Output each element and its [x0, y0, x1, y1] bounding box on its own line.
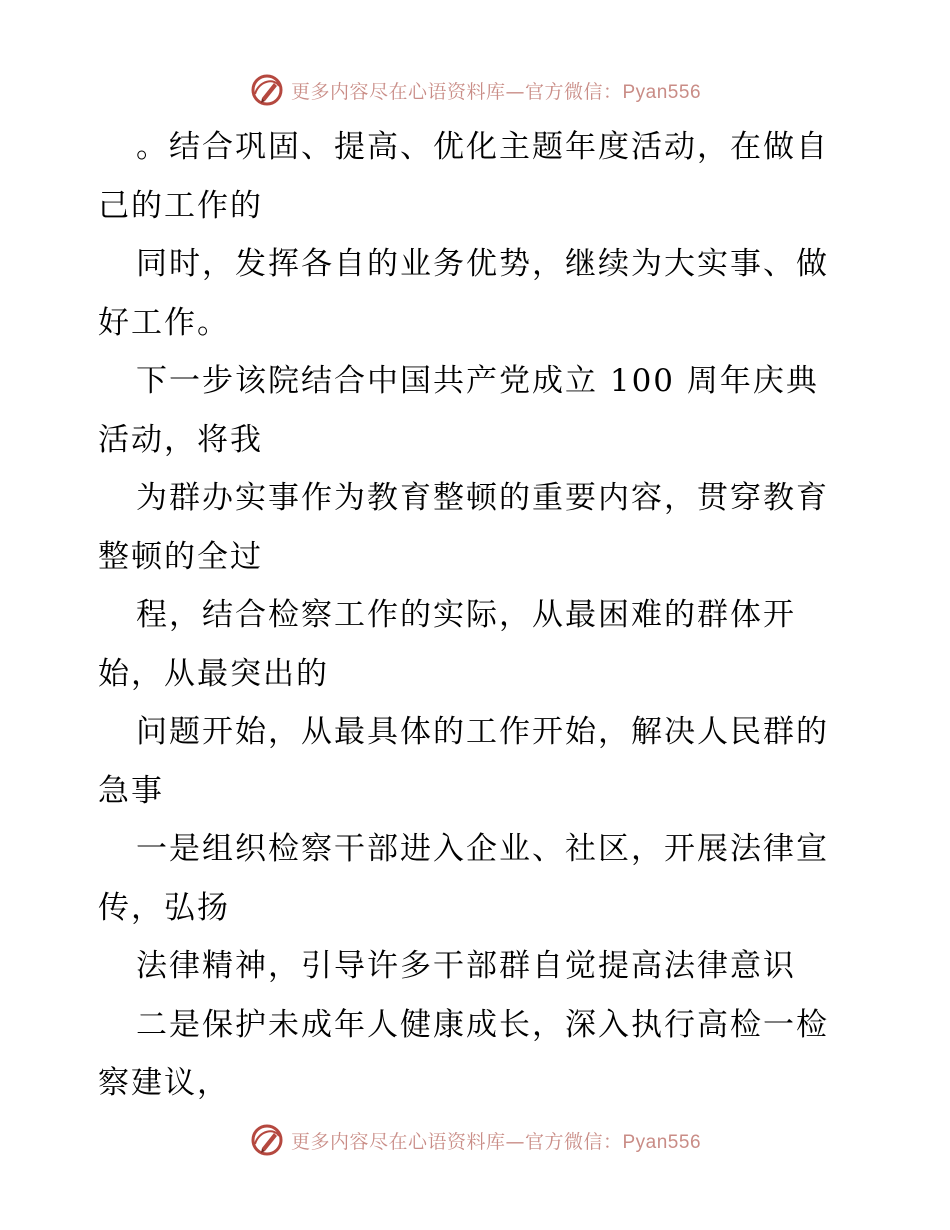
body-line: 一是组织检察干部进入企业、社区，开展法律宣 — [136, 831, 829, 867]
watermark-wechat-id: Pyan556 — [622, 81, 702, 103]
body-line: 问题开始，从最具体的工作开始，解决人民群的 — [136, 714, 829, 750]
pen-logo-icon — [249, 1122, 285, 1158]
watermark-wechat-id: Pyan556 — [622, 1131, 702, 1153]
body-line: 己的工作的 — [98, 187, 263, 224]
header-watermark — [0, 70, 950, 110]
body-line: 急事 — [98, 772, 164, 809]
watermark-wechat-label: 官方微信： — [524, 80, 623, 103]
watermark-dash: — — [505, 1130, 525, 1153]
pen-logo-icon — [249, 72, 285, 108]
body-line: 活动，将我 — [98, 421, 263, 458]
body-line: 同时，发挥各自的业务优势，继续为大实事、做 — [136, 246, 829, 282]
watermark-site-text: 更多内容尽在心语资料库 — [290, 80, 506, 103]
body-line: 二是保护未成年人健康成长，深入执行高检一检 — [136, 1006, 829, 1043]
watermark-text — [291, 1127, 701, 1154]
body-line: 法律精神，引导许多干部群自觉提高法律意识 — [136, 948, 796, 984]
watermark-dash: — — [505, 80, 525, 103]
body-line: 始，从最突出的 — [98, 655, 329, 692]
document-body — [98, 118, 858, 1113]
watermark-site-text: 更多内容尽在心语资料库 — [290, 1130, 506, 1153]
body-line: 程，结合检察工作的实际，从最困难的群体开 — [136, 597, 796, 633]
body-line: 传，弘扬 — [98, 889, 230, 926]
body-line: 下一步该院结合中国共产党成立 100 周年庆典 — [136, 363, 819, 399]
body-line: 为群办实事作为教育整顿的重要内容，贯穿教育 — [136, 480, 829, 516]
footer-watermark — [0, 1120, 950, 1160]
body-line: 好工作。 — [98, 304, 230, 341]
watermark-wechat-label: 官方微信： — [524, 1130, 623, 1153]
body-line: 。结合巩固、提高、优化主题年度活动，在做自 — [136, 129, 829, 165]
body-line: 察建议， — [98, 1065, 230, 1101]
body-line: 整顿的全过 — [98, 538, 263, 575]
watermark-text — [291, 77, 701, 104]
